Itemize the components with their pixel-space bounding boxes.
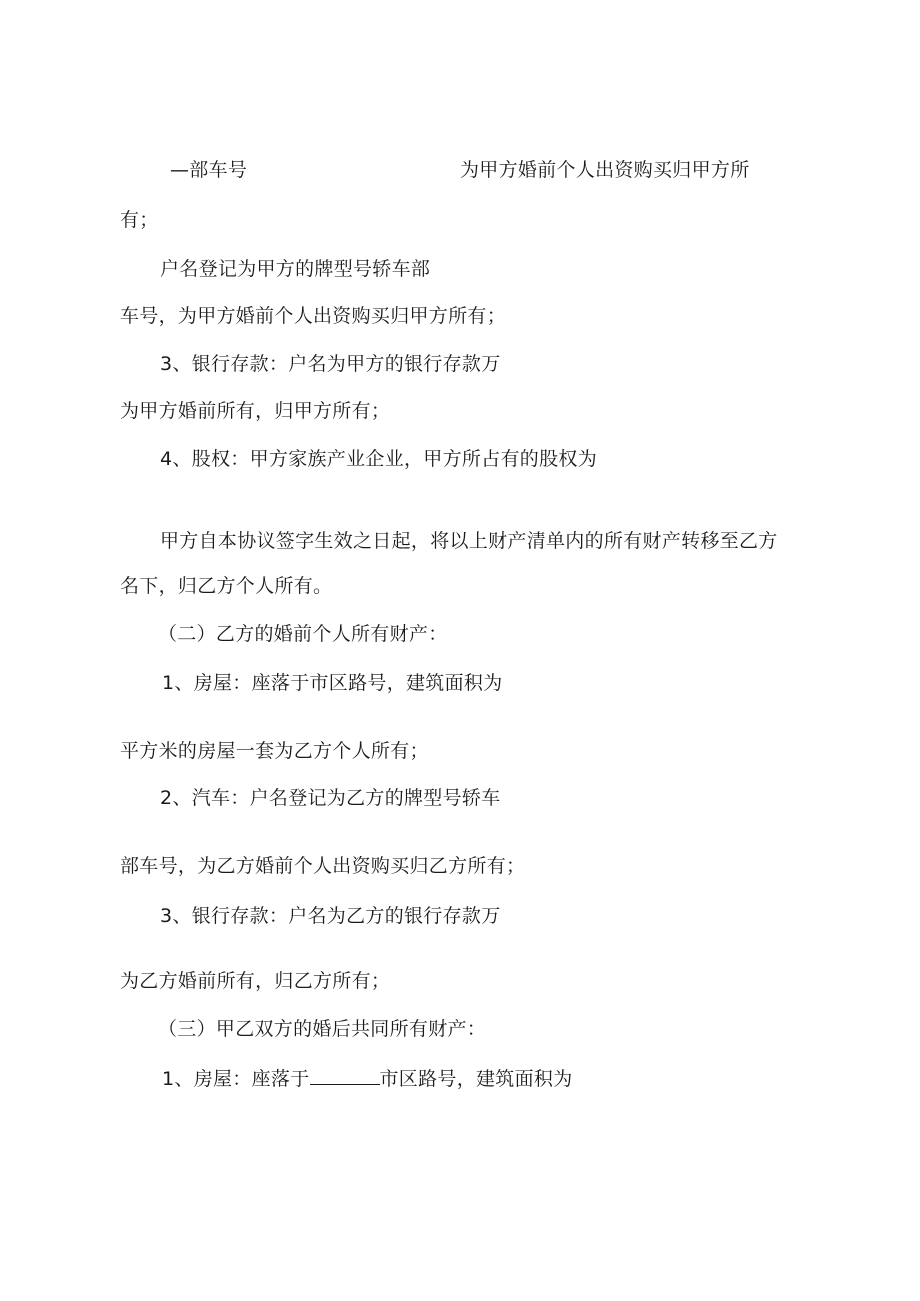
text-line: 户名登记为甲方的牌型号轿车部 (160, 258, 431, 280)
text-line: 名下，归乙方个人所有。 (120, 575, 333, 597)
text-line: 2、汽车：户名登记为乙方的牌型号轿车 (160, 787, 501, 809)
text-line: 为甲方婚前所有，归甲方所有； (120, 400, 391, 422)
text-fragment: 1、房屋：座落于 (162, 1068, 310, 1090)
text-fragment: 市区路号，建筑面积为 (379, 1068, 573, 1090)
text-line: 甲方自本协议签字生效之日起，将以上财产清单内的所有财产转移至乙方 (160, 530, 778, 552)
section-heading: （三）甲乙双方的婚后共同所有财产： (158, 1018, 487, 1040)
text-line (460, 158, 750, 182)
text-fragment: —部车号 (170, 159, 248, 181)
text-line: 3、银行存款：户名为甲方的银行存款万 (160, 353, 501, 375)
text-line (162, 1066, 573, 1091)
text-line (170, 158, 247, 182)
text-line: 4、股权：甲方家族产业企业，甲方所占有的股权为 (160, 448, 597, 470)
text-line: 车号，为甲方婚前个人出资购买归甲方所有； (120, 305, 507, 327)
text-line: 有； (120, 209, 159, 231)
text-line: 3、银行存款：户名为乙方的银行存款万 (160, 905, 501, 927)
text-line: 1、房屋：座落于市区路号，建筑面积为 (162, 672, 503, 694)
text-line: 部车号，为乙方婚前个人出资购买归乙方所有； (120, 855, 526, 877)
text-line: 平方米的房屋一套为乙方个人所有； (120, 740, 429, 762)
text-fragment: 为甲方婚前个人出资购买归甲方所 (460, 159, 750, 181)
blank-underline (310, 1066, 380, 1085)
section-heading: （二）乙方的婚前个人所有财产： (158, 623, 448, 645)
text-line: 为乙方婚前所有，归乙方所有； (120, 970, 391, 992)
